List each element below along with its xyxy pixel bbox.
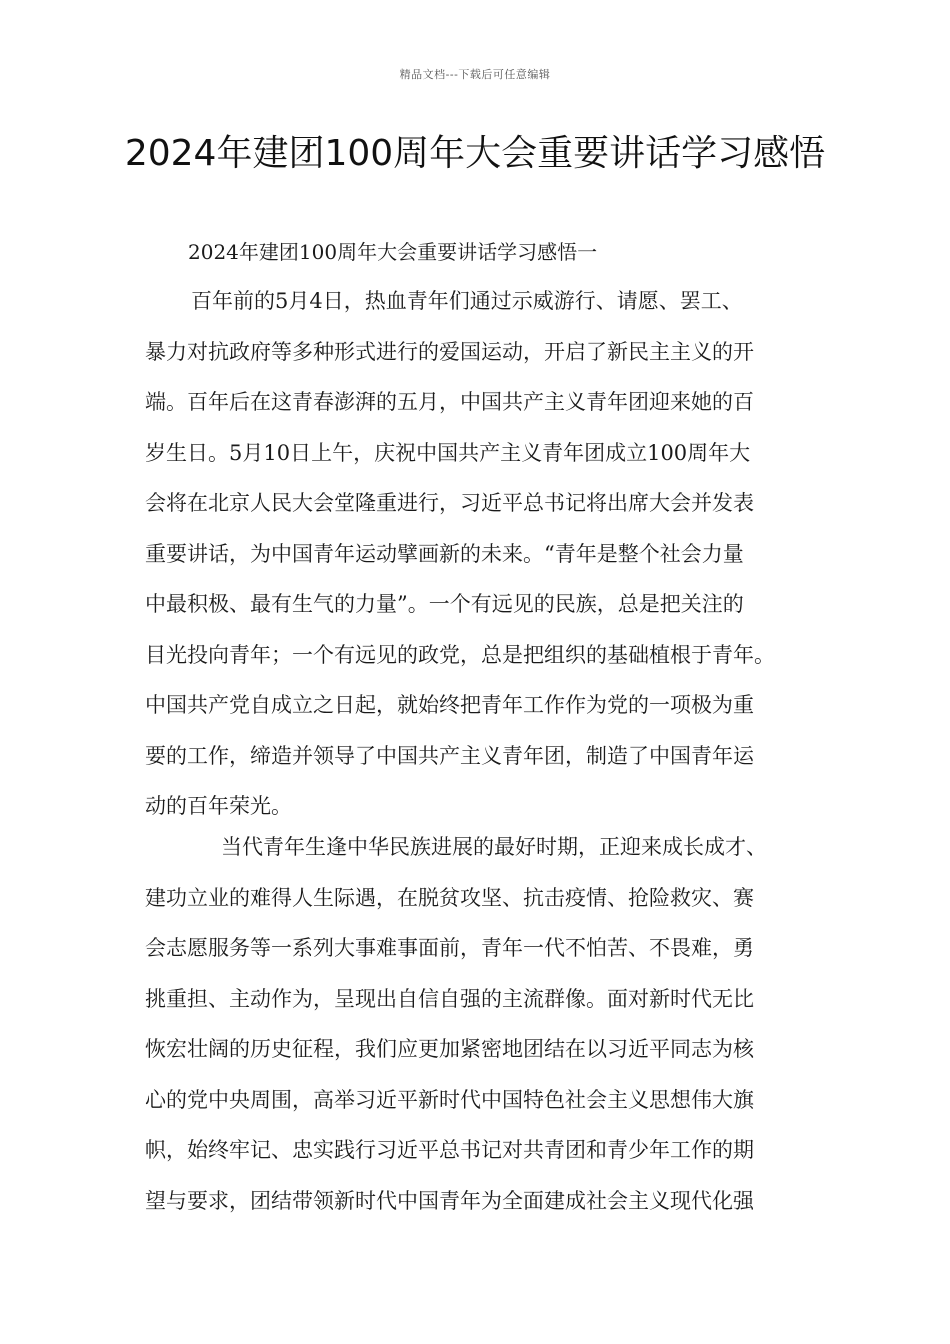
paragraph-line: 中国共产党自成立之日起，就始终把青年工作作为党的一项极为重 xyxy=(145,693,754,717)
document-subtitle: 2024年建团100周年大会重要讲话学习感悟一 xyxy=(188,240,598,264)
paragraph-line: 暴力对抗政府等多种形式进行的爱国运动，开启了新民主主义的开 xyxy=(145,339,754,364)
paragraph-line: 端。百年后在这青春澎湃的五月，中国共产主义青年团迎来她的百 xyxy=(145,390,754,414)
document-title: 2024年建团100周年大会重要讲话学习感悟 xyxy=(124,133,826,174)
paragraph-2 xyxy=(145,822,807,1226)
paragraph-line: 会将在北京人民大会堂隆重进行，习近平总书记将出席大会并发表 xyxy=(145,491,754,515)
paragraph-line: 望与要求，团结带领新时代中国青年为全面建成社会主义现代化强 xyxy=(145,1188,754,1213)
paragraph-line: 挑重担、主动作为，呈现出自信自强的主流群像。面对新时代无比 xyxy=(145,986,754,1011)
paragraph-line: 重要讲话，为中国青年运动擘画新的未来。“青年是整个社会力量 xyxy=(145,541,744,566)
paragraph-line: 帜，始终牢记、忠实践行习近平总书记对共青团和青少年工作的期 xyxy=(145,1138,754,1162)
paragraph-line: 会志愿服务等一系列大事难事面前，青年一代不怕苦、不畏难，勇 xyxy=(145,936,754,960)
paragraph-line: 建功立业的难得人生际遇，在脱贫攻坚、抗击疫情、抢险救灾、赛 xyxy=(145,885,754,910)
paragraph-line: 动的百年荣光。 xyxy=(145,794,292,818)
paragraph-line: 岁生日。5月10日上午，庆祝中国共产主义青年团成立100周年大 xyxy=(145,440,751,465)
paragraph-line: 恢宏壮阔的历史征程，我们应更加紧密地团结在以习近平同志为核 xyxy=(145,1037,754,1061)
paragraph-line: 要的工作，缔造并领导了中国共产主义青年团，制造了中国青年运 xyxy=(145,743,754,768)
paragraph-1 xyxy=(145,276,807,832)
paragraph-line: 当代青年生逢中华民族进展的最好时期，正迎来成长成才、 xyxy=(221,835,767,859)
paragraph-line: 目光投向青年；一个有远见的政党，总是把组织的基础植根于青年。 xyxy=(145,642,775,667)
paragraph-line: 心的党中央周围，高举习近平新时代中国特色社会主义思想伟大旗 xyxy=(145,1087,754,1112)
paragraph-line: 百年前的5月4日，热血青年们通过示威游行、请愿、罢工、 xyxy=(191,289,743,313)
paragraph-line: 中最积极、最有生气的力量”。一个有远见的民族，总是把关注的 xyxy=(145,592,744,616)
header-note: 精品文档---下载后可任意编辑 xyxy=(399,68,551,81)
